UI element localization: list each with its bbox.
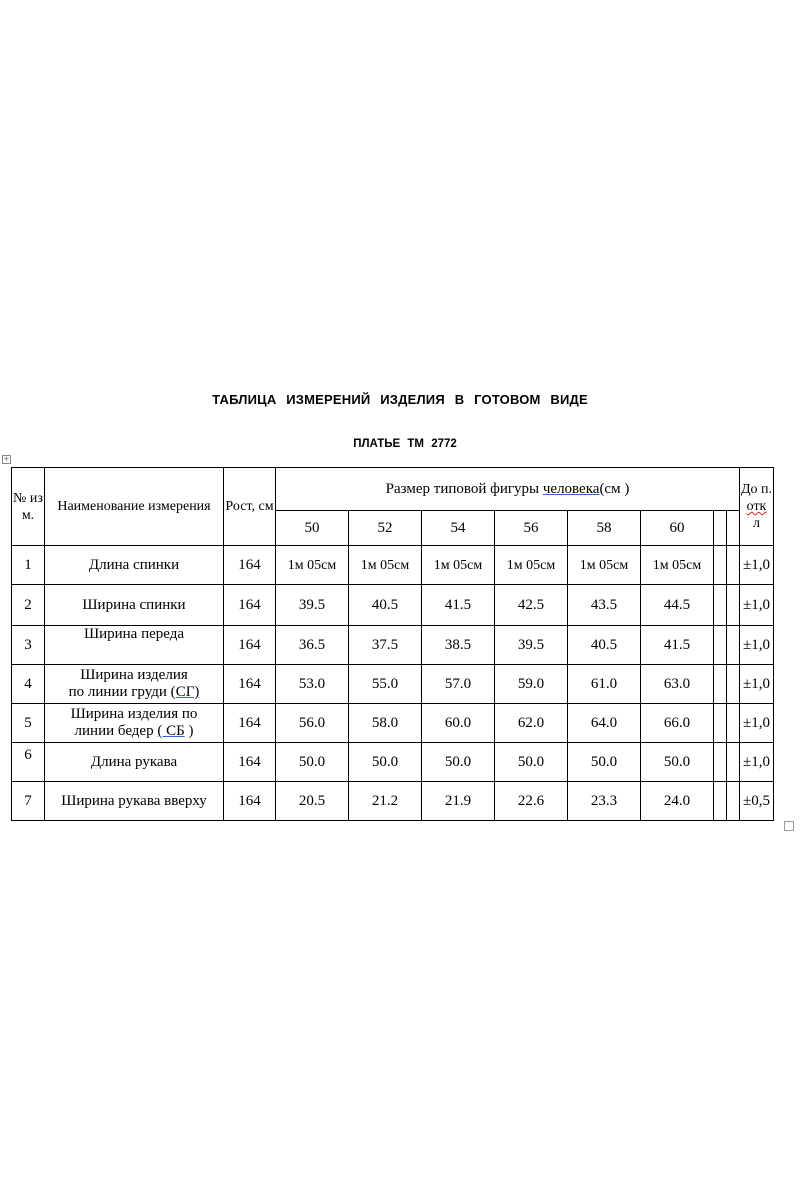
row-tolerance: ±1,0 bbox=[740, 743, 774, 782]
document-subtitle: ПЛАТЬЕ ТМ 2772 bbox=[353, 438, 457, 450]
row-value: 1м 05см bbox=[276, 546, 349, 585]
row-name-line-1: Ширина изделия по bbox=[70, 706, 198, 722]
row-tolerance: ±1,0 bbox=[740, 704, 774, 743]
size-56: 56 bbox=[495, 511, 568, 546]
row-tolerance: ±1,0 bbox=[740, 546, 774, 585]
size-blank-2 bbox=[727, 511, 740, 546]
header-height: Рост, см bbox=[224, 468, 276, 546]
header-size-group bbox=[276, 468, 740, 511]
row-blank bbox=[714, 704, 727, 743]
row-tolerance: ±0,5 bbox=[740, 782, 774, 821]
row-name: Ширина рукава вверху bbox=[45, 782, 224, 821]
row-name: Ширина переда bbox=[45, 626, 224, 665]
header-number: № из м. bbox=[12, 468, 45, 546]
table-resize-handle-icon[interactable] bbox=[784, 821, 794, 831]
row-value: 1м 05см bbox=[495, 546, 568, 585]
row-value: 61.0 bbox=[568, 665, 641, 704]
row-value: 1м 05см bbox=[568, 546, 641, 585]
row-number: 5 bbox=[12, 704, 45, 743]
row-name bbox=[45, 704, 224, 743]
header-tolerance bbox=[740, 468, 774, 546]
row-height: 164 bbox=[224, 665, 276, 704]
row-value: 58.0 bbox=[349, 704, 422, 743]
row-value: 40.5 bbox=[349, 585, 422, 626]
row-value: 42.5 bbox=[495, 585, 568, 626]
row-value: 56.0 bbox=[276, 704, 349, 743]
row-name bbox=[45, 665, 224, 704]
row-name: Длина рукава bbox=[45, 743, 224, 782]
row-value: 59.0 bbox=[495, 665, 568, 704]
row-value: 1м 05см bbox=[422, 546, 495, 585]
row-number: 2 bbox=[12, 585, 45, 626]
row-name-line-2: по линии груди ( bbox=[68, 684, 176, 700]
row-value: 21.9 bbox=[422, 782, 495, 821]
tolerance-label-b: отк bbox=[746, 499, 767, 514]
row-blank bbox=[714, 626, 727, 665]
row-value: 38.5 bbox=[422, 626, 495, 665]
row-value: 50.0 bbox=[349, 743, 422, 782]
size-blank-1 bbox=[714, 511, 727, 546]
row-value: 23.3 bbox=[568, 782, 641, 821]
row-height: 164 bbox=[224, 585, 276, 626]
row-value: 44.5 bbox=[641, 585, 714, 626]
tolerance-label-a: До п. bbox=[740, 482, 773, 497]
row-number: 7 bbox=[12, 782, 45, 821]
row-number: 6 bbox=[12, 743, 45, 782]
row-blank bbox=[727, 546, 740, 585]
row-value: 1м 05см bbox=[349, 546, 422, 585]
table-row bbox=[12, 546, 774, 585]
row-value: 50.0 bbox=[641, 743, 714, 782]
row-number: 3 bbox=[12, 626, 45, 665]
row-height: 164 bbox=[224, 626, 276, 665]
header-row-top bbox=[12, 468, 774, 511]
row-blank bbox=[727, 704, 740, 743]
row-value: 55.0 bbox=[349, 665, 422, 704]
row-value: 20.5 bbox=[276, 782, 349, 821]
row-name-link: ( СБ bbox=[157, 723, 185, 739]
row-value: 1м 05см bbox=[641, 546, 714, 585]
row-tolerance: ±1,0 bbox=[740, 626, 774, 665]
row-name: Ширина спинки bbox=[45, 585, 224, 626]
size-50: 50 bbox=[276, 511, 349, 546]
row-blank bbox=[714, 546, 727, 585]
row-blank bbox=[714, 782, 727, 821]
row-blank bbox=[714, 743, 727, 782]
row-blank bbox=[727, 782, 740, 821]
table-row bbox=[12, 782, 774, 821]
row-value: 50.0 bbox=[495, 743, 568, 782]
row-value: 50.0 bbox=[276, 743, 349, 782]
row-value: 21.2 bbox=[349, 782, 422, 821]
row-blank bbox=[727, 585, 740, 626]
size-60: 60 bbox=[641, 511, 714, 546]
row-blank bbox=[727, 626, 740, 665]
row-height: 164 bbox=[224, 743, 276, 782]
row-value: 37.5 bbox=[349, 626, 422, 665]
row-height: 164 bbox=[224, 782, 276, 821]
row-value: 36.5 bbox=[276, 626, 349, 665]
row-name-link: СГ) bbox=[175, 684, 200, 700]
document-title: ТАБЛИЦА ИЗМЕРЕНИЙ ИЗДЕЛИЯ В ГОТОВОМ ВИДЕ bbox=[212, 392, 588, 407]
size-54: 54 bbox=[422, 511, 495, 546]
row-value: 60.0 bbox=[422, 704, 495, 743]
row-tolerance: ±1,0 bbox=[740, 665, 774, 704]
row-number: 1 bbox=[12, 546, 45, 585]
size-group-link: человека bbox=[542, 480, 600, 497]
measurement-table bbox=[11, 467, 774, 821]
row-height: 164 bbox=[224, 704, 276, 743]
table-row bbox=[12, 704, 774, 743]
row-name-tail: ) bbox=[184, 723, 194, 739]
row-value: 24.0 bbox=[641, 782, 714, 821]
row-value: 40.5 bbox=[568, 626, 641, 665]
header-measurement-name: Наименование измерения bbox=[45, 468, 224, 546]
row-value: 22.6 bbox=[495, 782, 568, 821]
row-value: 57.0 bbox=[422, 665, 495, 704]
row-value: 66.0 bbox=[641, 704, 714, 743]
table-move-handle-icon[interactable]: + bbox=[3, 455, 10, 463]
size-58: 58 bbox=[568, 511, 641, 546]
row-value: 53.0 bbox=[276, 665, 349, 704]
row-tolerance: ±1,0 bbox=[740, 585, 774, 626]
size-group-prefix: Размер типовой фигуры bbox=[385, 480, 543, 497]
size-group-suffix: (см ) bbox=[599, 480, 630, 497]
row-number: 4 bbox=[12, 665, 45, 704]
row-value: 50.0 bbox=[422, 743, 495, 782]
row-blank bbox=[727, 665, 740, 704]
table-row bbox=[12, 626, 774, 665]
row-value: 39.5 bbox=[495, 626, 568, 665]
row-value: 41.5 bbox=[422, 585, 495, 626]
table-row bbox=[12, 665, 774, 704]
row-value: 50.0 bbox=[568, 743, 641, 782]
row-name: Длина спинки bbox=[45, 546, 224, 585]
row-value: 43.5 bbox=[568, 585, 641, 626]
row-value: 39.5 bbox=[276, 585, 349, 626]
row-blank bbox=[714, 665, 727, 704]
row-name-line-2: линии бедер bbox=[74, 723, 158, 739]
table-row bbox=[12, 743, 774, 782]
row-value: 64.0 bbox=[568, 704, 641, 743]
row-blank bbox=[714, 585, 727, 626]
row-value: 63.0 bbox=[641, 665, 714, 704]
row-blank bbox=[727, 743, 740, 782]
row-name-line-1: Ширина изделия bbox=[80, 667, 188, 683]
table-row bbox=[12, 585, 774, 626]
tolerance-label-c: л bbox=[753, 516, 760, 531]
row-height: 164 bbox=[224, 546, 276, 585]
row-value: 41.5 bbox=[641, 626, 714, 665]
size-52: 52 bbox=[349, 511, 422, 546]
row-value: 62.0 bbox=[495, 704, 568, 743]
